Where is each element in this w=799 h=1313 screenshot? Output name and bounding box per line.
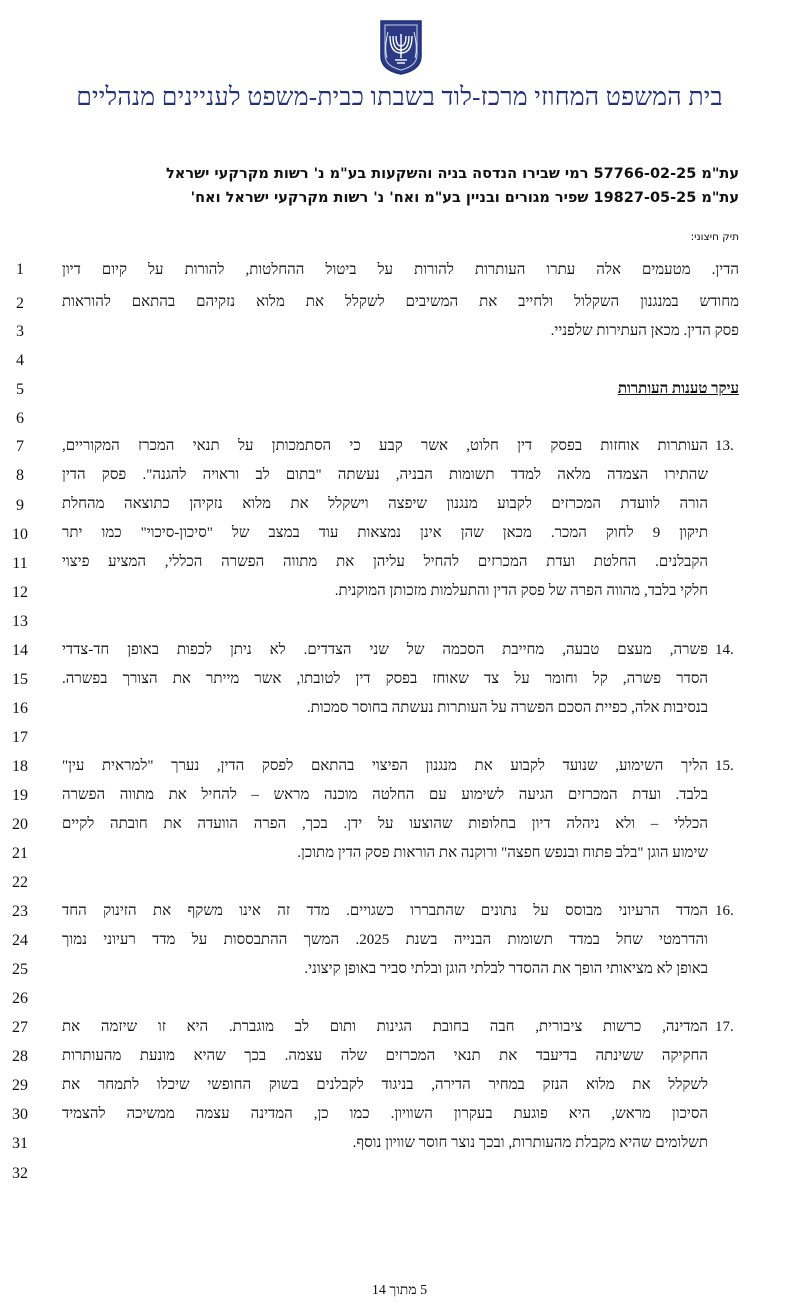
- paragraph-line: בנסיבות אלה, כפיית הסכם הפשרה על העותרות נעשתה בחוסר סמכות.: [306, 700, 708, 716]
- court-title: בית המשפט המחוזי מרכז-לוד בשבתו כבית-משפט לעניינים מנהליים: [76, 84, 723, 111]
- page-footer: 5 מתוך 14: [371, 1283, 428, 1298]
- line-number: 5: [16, 381, 24, 398]
- paragraph-line: שימוע הוגן "בלב פתוח ובנפש חפצה" ורוקנה את הוראות פסק הדין מתוכן.: [297, 845, 708, 861]
- line-number: 14: [12, 642, 28, 659]
- line-number: 26: [12, 990, 28, 1007]
- paragraph-line: הסיכון מראש, היא פוגעת בעקרון השוויון. כמו כן, המדינה עצמה ממשיכה להצמיד: [62, 1106, 708, 1122]
- line-number: 2: [16, 295, 24, 312]
- line-number: 10: [12, 526, 28, 543]
- line-number: 6: [16, 410, 24, 427]
- paragraph-number: 14.: [715, 642, 734, 658]
- line-number: 27: [12, 1019, 28, 1036]
- line-number: 7: [16, 438, 24, 455]
- line-number: 31: [12, 1135, 28, 1152]
- line-number: 8: [16, 467, 24, 484]
- line-number: 25: [12, 961, 28, 978]
- line-number: 9: [16, 497, 24, 514]
- line-number: 32: [12, 1165, 28, 1182]
- line-number: 12: [12, 584, 28, 601]
- paragraph-number: 16.: [715, 903, 734, 919]
- paragraph-line: הכללי – ולא ניהלה דיון בחלופות שהוצעו על ידן. בכך, הפרה הוועדה את חובתה לקיים: [62, 816, 708, 832]
- line-number: 28: [12, 1048, 28, 1065]
- line-number: 13: [12, 613, 28, 630]
- intro-line: פסק הדין. מכאן העתירות שלפניי.: [550, 323, 739, 339]
- paragraph-line: באופן לא מציאותי הופך את ההסדר לבלתי הוגן ובלתי סביר באופן קיצוני.: [304, 961, 708, 977]
- state-emblem-icon: [378, 18, 424, 76]
- paragraph-line: חלקי בלבד, מהווה הפרה של פסק הדין והתעלמות מזכותן המוקנית.: [334, 583, 708, 599]
- paragraph-line: הקבלנים. החלטת ועדת המכרזים להחיל עליהן את מתווה הפשרה הכללי, המציע פיצוי: [62, 554, 708, 570]
- paragraph-line: הורה לוועדת המכרזים לקבוע מנגנון שיפצה וישקלל את מלוא נזקיהן כתוצאה מהחלת: [62, 496, 708, 512]
- case-title-1: עת"מ 57766-02-25 רמי שבירו הנדסה בניה והשקעות בע"מ נ' רשות מקרקעי ישראל: [166, 166, 739, 182]
- line-number: 15: [12, 671, 28, 688]
- external-file-label: תיק חיצוני:: [690, 231, 739, 243]
- paragraph-line: הליך השימוע, שנועד לקבוע את מנגנון הפיצוי בהתאם לפסק הדין, נערך "למראית עין": [62, 758, 708, 774]
- line-number: 23: [12, 903, 28, 920]
- paragraph-line: תשלומים שהיא מקבלת מהעותרות, ובכך נוצר חוסר שוויון נוסף.: [352, 1135, 708, 1151]
- line-number: 16: [12, 700, 28, 717]
- line-number: 3: [16, 323, 24, 340]
- line-number: 29: [12, 1077, 28, 1094]
- paragraph-line: בלבד. ועדת המכרזים הגיעה לשימוע עם החלטה מוכנה מראש – להחיל את מתווה הפשרה: [62, 787, 708, 803]
- intro-line: הדין. מטעמים אלה עתרו העותרות להורות על ביטול ההחלטות, להורות על קיום דיון: [62, 262, 739, 278]
- line-number: 17: [12, 729, 28, 746]
- line-number: 18: [12, 758, 28, 775]
- paragraph-line: הסדר פשרה, קל וחומר על צד שאוחז בפסק דין לטובתו, אשר מייתר את הצורך בפשרה.: [62, 671, 708, 687]
- paragraph-line: תיקון 9 לחוק המכר. מכאן שהן אינן נמצאות עוד במצב של "סיכון-סיכוי" כמו יתר: [62, 525, 708, 541]
- intro-line: מחודש במנגנון השקלול ולחייב את המשיבים לשקלל את מלוא נזקיהם בהתאם להוראות: [62, 294, 739, 310]
- line-number: 19: [12, 787, 28, 804]
- line-number: 24: [12, 932, 28, 949]
- line-number: 1: [16, 261, 24, 278]
- line-number: 21: [12, 845, 28, 862]
- paragraph-line: פשרה, מעצם טבעה, מחייבת הסכמה של שני הצדדים. לא ניתן לכפות באופן חד-צדדי: [62, 642, 708, 658]
- line-number: 22: [12, 874, 28, 891]
- paragraph-line: המדד הרעיוני מבוסס על נתונים שהתבררו כשגויים. מדד זה אינו משקף את הזינוק החד: [62, 903, 708, 919]
- paragraph-line: העותרות אוחזות בפסק דין חלוט, אשר קבע כי הסתמכותן על תנאי המכרז המקוריים,: [62, 438, 708, 454]
- line-number: 20: [12, 816, 28, 833]
- paragraph-line: החקיקה ששינתה בדיעבד את תנאי המכרזים שלה עצמה. בכך שהיא מונעת מהעותרות: [62, 1048, 708, 1064]
- paragraph-line: והדרמטי שחל במדד תשומות הבנייה בשנת 2025. המשך ההתבססות על מדד רעיוני נמוך: [62, 932, 708, 948]
- paragraph-number: 17.: [715, 1019, 734, 1035]
- line-number: 30: [12, 1106, 28, 1123]
- case-title-2: עת"מ 19827-05-25 שפיר מגורים ובניין בע"מ ואח' נ' רשות מקרקעי ישראל ואח': [190, 190, 739, 206]
- section-heading: עיקר טענות העותרות: [617, 381, 739, 397]
- line-number: 11: [12, 555, 28, 572]
- paragraph-number: 13.: [715, 438, 734, 454]
- paragraph-number: 15.: [715, 758, 734, 774]
- line-number: 4: [16, 352, 24, 369]
- paragraph-line: המדינה, כרשות ציבורית, חבה בחובת הגינות ותום לב מוגברת. היא זו שיזמה את: [62, 1019, 708, 1035]
- paragraph-line: שהתירו הצמדה מלאה למדד תשומות הבניה, נעשתה "בתום לב וראויה להגנה". פסק הדין: [62, 467, 708, 483]
- paragraph-line: לשקלל את מלוא הנזק במחיר הדירה, בניגוד לקבלנים בשוק החופשי שיכלו לתמחר את: [62, 1077, 708, 1093]
